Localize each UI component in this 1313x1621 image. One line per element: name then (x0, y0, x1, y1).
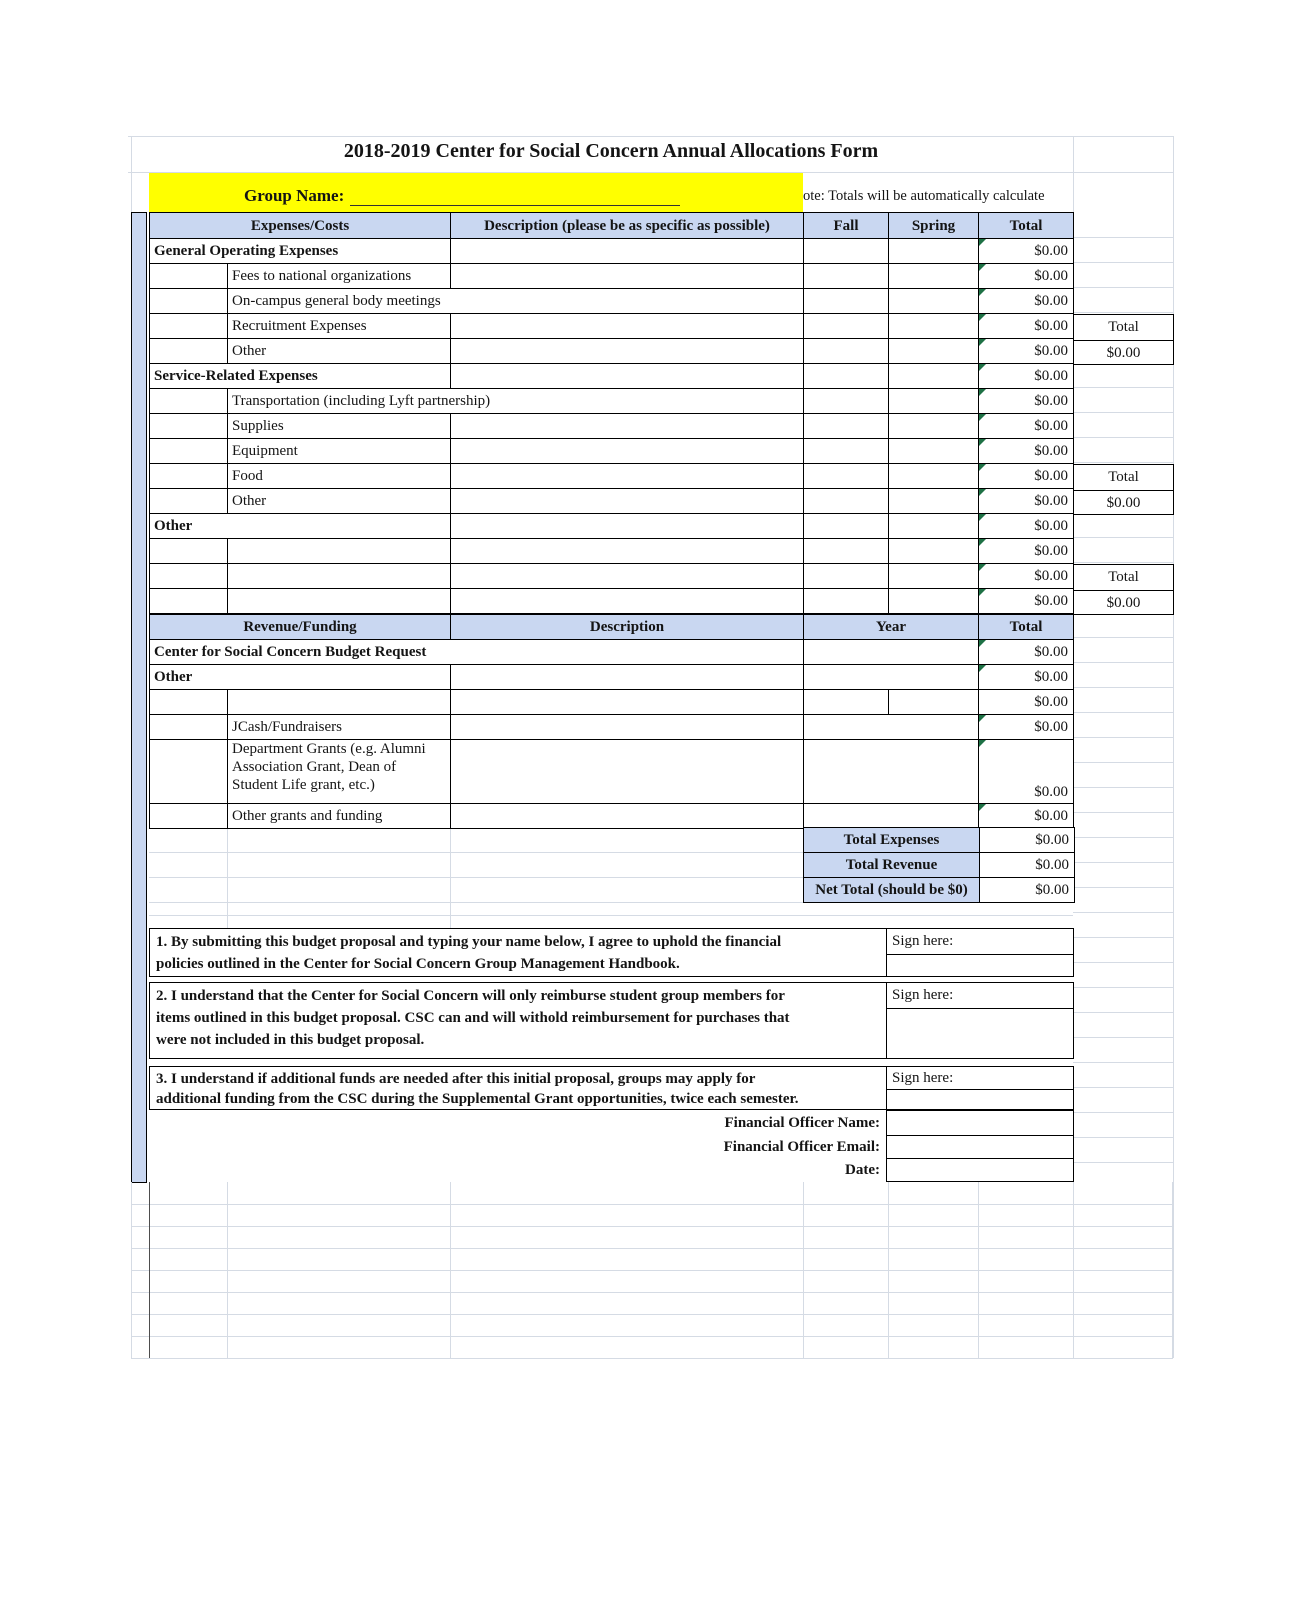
footer-field-label: Financial Officer Email: (723, 1138, 880, 1155)
description-cell[interactable] (451, 564, 804, 589)
indent-cell (150, 804, 228, 829)
fall-cell[interactable] (804, 389, 889, 414)
sign-box (886, 928, 1074, 977)
side-total-label: Total (1074, 465, 1173, 491)
total-cell: $0.00 (979, 665, 1074, 690)
auto-calculate-note: ote: Totals will be automatically calculate (803, 188, 1045, 204)
gridline (804, 878, 1075, 903)
gridline (1073, 787, 1173, 788)
formula-marker-icon (979, 804, 986, 811)
indent-cell (150, 539, 228, 564)
year-cell[interactable] (889, 690, 979, 715)
gridline (150, 715, 1074, 740)
gridline (131, 1270, 1173, 1271)
gridline (150, 339, 1074, 364)
revenue-header-total: Total (979, 615, 1074, 640)
gridline (131, 1358, 1173, 1359)
item-label-cell: Other (228, 339, 451, 364)
total-cell: $0.00 (979, 439, 1074, 464)
spring-cell[interactable] (889, 289, 979, 314)
total-cell: $0.00 (979, 414, 1074, 439)
gridline (804, 828, 1075, 853)
gridline (1073, 762, 1173, 763)
gridline (131, 1204, 1173, 1205)
gridline (1073, 237, 1173, 238)
gridline (1073, 912, 1173, 913)
indent-cell (150, 715, 228, 740)
expenses-table (149, 212, 1074, 614)
description-cell[interactable] (451, 364, 804, 389)
description-cell[interactable] (451, 464, 804, 489)
total-cell: $0.00 (979, 715, 1074, 740)
revenue-table (149, 614, 1074, 829)
formula-marker-icon (979, 239, 986, 246)
category-cell: Center for Social Concern Budget Request (150, 640, 804, 665)
indent-cell (150, 439, 228, 464)
formula-marker-icon (979, 564, 986, 571)
gridline (1073, 412, 1173, 413)
gridline (150, 489, 1074, 514)
description-cell[interactable] (451, 439, 804, 464)
gridline (150, 314, 1074, 339)
spring-cell[interactable] (889, 564, 979, 589)
gridline (150, 464, 1074, 489)
gridline (150, 665, 1074, 690)
gridline (1073, 1087, 1173, 1088)
side-total-value: $0.00 (1106, 594, 1141, 611)
spring-cell[interactable] (889, 589, 979, 614)
blank-label-cell[interactable] (228, 690, 451, 715)
indent-cell (150, 464, 228, 489)
fall-cell[interactable] (804, 439, 889, 464)
spring-cell[interactable] (889, 264, 979, 289)
category-cell: Other (150, 514, 451, 539)
gridline (149, 1182, 150, 1358)
description-cell[interactable] (451, 589, 804, 614)
gridline (1073, 562, 1173, 563)
year-cell[interactable] (804, 715, 979, 740)
summary-label-cell: Net Total (should be $0) (804, 878, 980, 903)
gridline (1073, 287, 1173, 288)
summary-value-cell: $0.00 (980, 878, 1075, 903)
indent-cell (150, 389, 228, 414)
description-cell[interactable] (451, 715, 804, 740)
gridline (149, 902, 803, 903)
fall-cell[interactable] (804, 514, 889, 539)
gridline (1073, 987, 1173, 988)
expenses-header-spring: Spring (889, 213, 979, 239)
side-total-label: Total (1074, 565, 1173, 591)
item-label-cell: Transportation (including Lyft partnership) (228, 389, 804, 414)
group-name-label: Group Name: (244, 186, 345, 205)
footer-input-cell[interactable] (886, 1158, 1074, 1182)
summary-value-cell: $0.00 (980, 828, 1075, 853)
gridline (131, 1292, 1173, 1293)
indent-cell (150, 289, 228, 314)
fall-cell[interactable] (804, 339, 889, 364)
gridline (131, 1182, 132, 1358)
gridline (150, 804, 1074, 829)
footer-input-cell[interactable] (886, 1110, 1074, 1136)
gridline (150, 414, 1074, 439)
formula-marker-icon (979, 539, 986, 546)
gridline (450, 1182, 451, 1358)
item-label-cell: Recruitment Expenses (228, 314, 451, 339)
gridline (804, 853, 1075, 878)
blank-label-cell[interactable] (228, 564, 451, 589)
fall-cell[interactable] (804, 489, 889, 514)
gridline (1073, 136, 1074, 212)
fall-cell[interactable] (804, 364, 889, 389)
formula-marker-icon (979, 589, 986, 596)
blank-label-cell[interactable] (228, 539, 451, 564)
side-total-box (1073, 564, 1174, 615)
gridline (1073, 387, 1173, 388)
gridline (128, 136, 1173, 137)
agreement-text: 1. By submitting this budget proposal and typing your name below, I agree to uphold the financial policies outlined in the Center for Social Concern Group Management Handbook. (149, 928, 887, 977)
gridline (1073, 1137, 1173, 1138)
fall-cell[interactable] (804, 314, 889, 339)
summary-label-cell: Total Expenses (804, 828, 980, 853)
item-label-cell: JCash/Fundraisers (228, 715, 451, 740)
gridline (1073, 887, 1173, 888)
expenses-header-fall: Fall (804, 213, 889, 239)
formula-marker-icon (979, 339, 986, 346)
description-cell[interactable] (451, 489, 804, 514)
year-cell[interactable] (804, 804, 979, 829)
formula-marker-icon (979, 439, 986, 446)
total-cell: $0.00 (979, 389, 1074, 414)
gridline (1073, 712, 1173, 713)
total-cell: $0.00 (979, 464, 1074, 489)
expenses-header-description: Description (please be as specific as possible) (451, 213, 804, 239)
formula-marker-icon (979, 364, 986, 371)
side-total-box (1073, 464, 1174, 515)
gridline (1073, 837, 1173, 838)
formula-marker-icon (979, 740, 986, 747)
gridline (1073, 1012, 1173, 1013)
revenue-header-description: Description (451, 615, 804, 640)
footer-field-label: Date: (845, 1161, 880, 1178)
side-total-value: $0.00 (1106, 344, 1141, 361)
gridline (1073, 687, 1173, 688)
indent-cell (150, 314, 228, 339)
gridline (150, 289, 1074, 314)
gridline (888, 1182, 889, 1358)
fall-cell[interactable] (804, 589, 889, 614)
sign-here-label: Sign here: (887, 929, 1073, 955)
total-cell: $0.00 (979, 564, 1074, 589)
sign-box (886, 982, 1074, 1059)
gridline (1073, 862, 1173, 863)
indent-cell (150, 564, 228, 589)
year-cell[interactable] (804, 740, 979, 804)
revenue-header-year: Year (804, 615, 979, 640)
gridline (1073, 262, 1173, 263)
gridline (150, 640, 1074, 665)
indent-cell (150, 589, 228, 614)
gridline (131, 1314, 1173, 1315)
item-label-cell: Department Grants (e.g. Alumni Association Grant, Dean of Student Life grant, etc.) (228, 740, 451, 804)
agreement-text: 3. I understand if additional funds are needed after this initial proposal, groups may apply for additional funding from the CSC during the Supplemental Grant opportunities, twice each semester. (149, 1066, 887, 1110)
row-header-strip (131, 212, 147, 1183)
spring-cell[interactable] (889, 539, 979, 564)
fall-cell[interactable] (804, 289, 889, 314)
summary-table (803, 827, 1075, 903)
total-cell: $0.00 (979, 339, 1074, 364)
gridline (1073, 462, 1173, 463)
total-cell: $0.00 (979, 539, 1074, 564)
gridline (149, 852, 803, 853)
group-name-cell[interactable] (149, 173, 803, 212)
indent-cell (150, 264, 228, 289)
formula-marker-icon (979, 314, 986, 321)
item-label-cell: Other grants and funding (228, 804, 451, 829)
spring-cell[interactable] (889, 414, 979, 439)
spring-cell[interactable] (889, 464, 979, 489)
gridline (1073, 812, 1173, 813)
total-cell: $0.00 (979, 364, 1074, 389)
description-cell[interactable] (451, 414, 804, 439)
spring-cell[interactable] (889, 439, 979, 464)
blank-label-cell[interactable] (228, 589, 451, 614)
signature-cell[interactable] (887, 1009, 1073, 1059)
category-cell: General Operating Expenses (150, 239, 451, 264)
gridline (803, 1182, 804, 1358)
gridline (150, 389, 1074, 414)
gridline (1073, 962, 1173, 963)
formula-marker-icon (979, 514, 986, 521)
footer-field-label: Financial Officer Name: (724, 1114, 880, 1131)
gridline (1073, 1182, 1074, 1358)
year-cell[interactable] (804, 690, 889, 715)
gridline (1073, 637, 1173, 638)
gridline (1073, 437, 1173, 438)
signature-cell[interactable] (887, 1090, 1073, 1110)
description-cell[interactable] (451, 740, 804, 804)
description-cell[interactable] (451, 665, 804, 690)
spring-cell[interactable] (889, 514, 979, 539)
indent-cell (150, 489, 228, 514)
year-cell[interactable] (804, 640, 979, 665)
total-cell: $0.00 (979, 239, 1074, 264)
total-cell: $0.00 (979, 804, 1074, 829)
side-total-box (1073, 314, 1174, 365)
gridline (150, 589, 1074, 614)
sign-here-label: Sign here: (887, 983, 1073, 1009)
indent-cell (150, 740, 228, 804)
total-cell: $0.00 (979, 264, 1074, 289)
spring-cell[interactable] (889, 314, 979, 339)
total-cell: $0.00 (979, 640, 1074, 665)
empty-grid (131, 1182, 1173, 1358)
fall-cell[interactable] (804, 264, 889, 289)
gridline (149, 877, 803, 878)
description-cell[interactable] (451, 539, 804, 564)
gridline (150, 690, 1074, 715)
summary-value-cell: $0.00 (980, 853, 1075, 878)
side-total-label: Total (1074, 315, 1173, 341)
formula-marker-icon (979, 665, 986, 672)
gridline (1073, 737, 1173, 738)
gridline (131, 1248, 1173, 1249)
spring-cell[interactable] (889, 364, 979, 389)
description-cell[interactable] (451, 690, 804, 715)
fall-cell[interactable] (804, 539, 889, 564)
total-cell: $0.00 (979, 690, 1074, 715)
item-label-cell: Other (228, 489, 451, 514)
expenses-header-category: Expenses/Costs (150, 213, 451, 239)
page-title: 2018-2019 Center for Social Concern Annual Allocations Form (343, 140, 879, 162)
formula-marker-icon (979, 264, 986, 271)
description-cell[interactable] (451, 804, 804, 829)
spring-cell[interactable] (889, 239, 979, 264)
gridline (131, 1226, 1173, 1227)
gridline (150, 364, 1074, 389)
item-label-cell: Fees to national organizations (228, 264, 451, 289)
gridline (1073, 1062, 1173, 1063)
formula-marker-icon (979, 640, 986, 647)
fall-cell[interactable] (804, 464, 889, 489)
gridline (150, 239, 1074, 264)
summary-label-cell: Total Revenue (804, 853, 980, 878)
signature-cell[interactable] (887, 955, 1073, 977)
gridline (1073, 1162, 1173, 1163)
year-cell[interactable] (804, 665, 979, 690)
gridline (149, 915, 1073, 916)
gridline (128, 172, 1173, 173)
gridline (150, 740, 1074, 804)
item-label-cell: Supplies (228, 414, 451, 439)
group-name-underline[interactable] (350, 191, 680, 206)
gridline (150, 615, 1074, 640)
side-total-value: $0.00 (1106, 494, 1141, 511)
gridline (150, 439, 1074, 464)
gridline (150, 514, 1074, 539)
gridline (131, 1336, 1173, 1337)
total-cell: $0.00 (979, 289, 1074, 314)
item-label-cell: Food (228, 464, 451, 489)
formula-marker-icon (979, 289, 986, 296)
category-cell: Service-Related Expenses (150, 364, 451, 389)
total-cell: $0.00 (979, 740, 1074, 804)
formula-marker-icon (979, 464, 986, 471)
description-cell[interactable] (451, 339, 804, 364)
gridline (150, 264, 1074, 289)
gridline (1073, 537, 1173, 538)
spring-cell[interactable] (889, 339, 979, 364)
gridline (131, 136, 132, 212)
total-cell: $0.00 (979, 314, 1074, 339)
category-cell: Other (150, 665, 451, 690)
formula-marker-icon (979, 715, 986, 722)
item-label-cell: On-campus general body meetings (228, 289, 804, 314)
indent-cell (150, 339, 228, 364)
indent-cell (150, 414, 228, 439)
total-cell: $0.00 (979, 589, 1074, 614)
gridline (978, 1182, 979, 1358)
total-cell: $0.00 (979, 489, 1074, 514)
gridline (1172, 1182, 1173, 1358)
gridline (227, 1182, 228, 1358)
gridline (1073, 1112, 1173, 1113)
spring-cell[interactable] (889, 489, 979, 514)
item-label-cell: Equipment (228, 439, 451, 464)
sign-here-label: Sign here: (887, 1067, 1073, 1090)
description-cell[interactable] (451, 514, 804, 539)
fall-cell[interactable] (804, 564, 889, 589)
gridline (1073, 312, 1173, 313)
gridline (150, 213, 1074, 239)
fall-cell[interactable] (804, 239, 889, 264)
formula-marker-icon (979, 389, 986, 396)
expenses-header-total: Total (979, 213, 1074, 239)
agreement-text: 2. I understand that the Center for Social Concern will only reimburse student group members for items outlined in this budget proposal. CSC can and will withold reimbursement for purchases that were not included in this budget proposal. (149, 982, 887, 1059)
total-cell: $0.00 (979, 514, 1074, 539)
formula-marker-icon (979, 414, 986, 421)
formula-marker-icon (979, 489, 986, 496)
gridline (1073, 662, 1173, 663)
gridline (150, 564, 1074, 589)
description-cell[interactable] (451, 264, 804, 289)
indent-cell (150, 690, 228, 715)
fall-cell[interactable] (804, 414, 889, 439)
spring-cell[interactable] (889, 389, 979, 414)
gridline (1073, 937, 1173, 938)
description-cell[interactable] (451, 239, 804, 264)
sign-box (886, 1066, 1074, 1110)
gridline (150, 539, 1074, 564)
revenue-header-category: Revenue/Funding (150, 615, 451, 640)
footer-input-cell[interactable] (886, 1135, 1074, 1159)
gridline (1073, 1037, 1173, 1038)
description-cell[interactable] (451, 314, 804, 339)
